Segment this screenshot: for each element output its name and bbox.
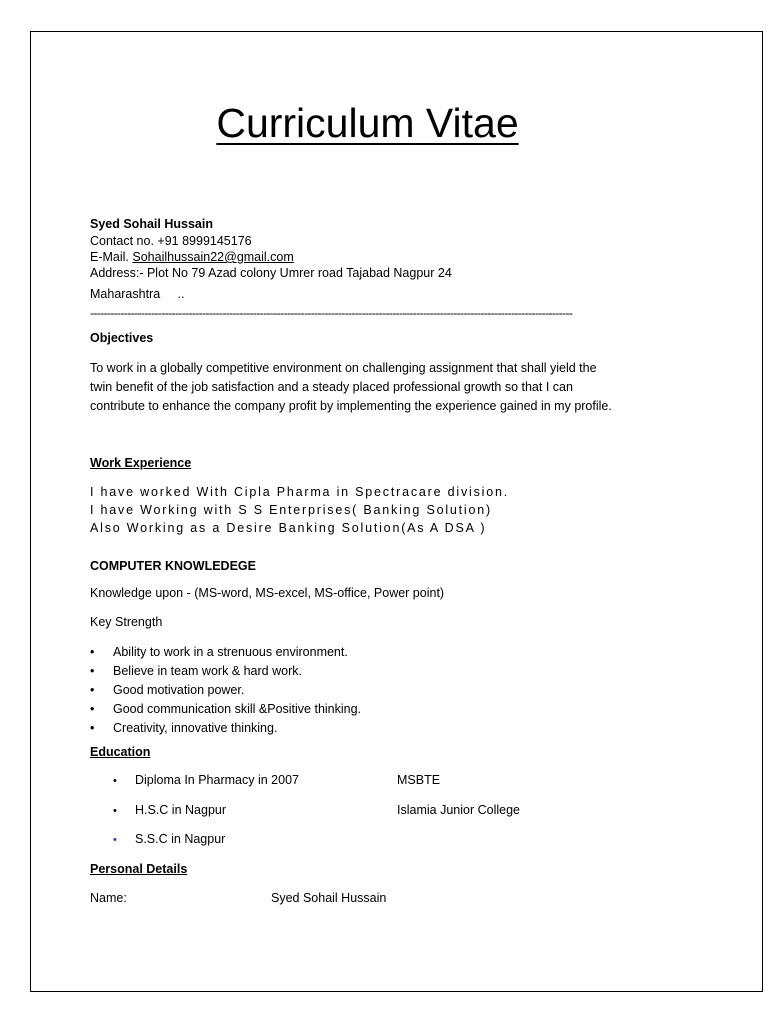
state-line: Maharashtra .. <box>90 287 185 301</box>
email-line <box>90 249 294 265</box>
education-row <box>113 832 397 846</box>
computer-knowledge-heading: COMPUTER KNOWLEDEGE <box>90 559 256 573</box>
work-experience-list <box>90 483 509 537</box>
bullet-icon: • <box>90 702 95 716</box>
education-row <box>113 803 520 817</box>
strength-text: Believe in team work & hard work. <box>113 664 302 678</box>
computer-knowledge-text: Knowledge upon - (MS-word, MS-excel, MS-office, Power point) <box>90 586 445 600</box>
education-institution: Islamia Junior College <box>397 803 520 817</box>
contact-label: Contact no. <box>90 234 154 248</box>
list-item <box>90 719 361 738</box>
contact-line <box>90 233 252 249</box>
key-strength-list <box>90 643 361 738</box>
education-row <box>113 773 440 787</box>
list-item <box>90 643 361 662</box>
work-experience-line: I have Working with S S Enterprises( Banking Solution) <box>90 503 492 517</box>
personal-name-label: Name: <box>90 891 127 905</box>
address-line: Address:- Plot No 79 Azad colony Umrer road Tajabad Nagpur 24 <box>90 266 452 280</box>
work-experience-line: I have worked With Cipla Pharma in Spectracare division. <box>90 485 509 499</box>
list-item <box>90 681 361 700</box>
strength-text: Creativity, innovative thinking. <box>113 721 278 735</box>
education-course: H.S.C in Nagpur <box>135 803 227 817</box>
bullet-icon: • <box>113 775 117 787</box>
email-link[interactable]: Sohailhussain22@gmail.com <box>132 250 294 264</box>
list-item <box>90 700 361 719</box>
work-experience-heading: Work Experience <box>90 456 192 470</box>
bullet-icon: • <box>90 645 95 659</box>
objectives-text <box>90 359 612 416</box>
objectives-line: contribute to enhance the company profit by implementing the experience gained in my profile. <box>90 399 612 413</box>
bullet-icon: • <box>90 683 95 697</box>
education-institution: MSBTE <box>397 773 441 787</box>
objectives-heading: Objectives <box>90 331 154 345</box>
bullet-icon: • <box>90 664 95 678</box>
email-label: E-Mail. <box>90 250 129 264</box>
contact-number: +91 8999145176 <box>157 234 252 248</box>
strength-text: Ability to work in a strenuous environment. <box>113 645 348 659</box>
personal-details-heading: Personal Details <box>90 862 188 876</box>
bullet-icon: • <box>113 834 117 846</box>
strength-text: Good motivation power. <box>113 683 245 697</box>
education-course: Diploma In Pharmacy in 2007 <box>135 773 299 787</box>
personal-name-value: Syed Sohail Hussain <box>271 891 387 905</box>
objectives-line: twin benefit of the job satisfaction and a steady placed professional growth so that I can <box>90 380 573 394</box>
page-title: Curriculum Vitae <box>216 100 519 146</box>
separator-line: ---------------------------------------------------------------------------------------------------------------------------------------------- <box>90 306 573 320</box>
objectives-line: To work in a globally competitive environment on challenging assignment that shall yield the <box>90 361 597 375</box>
work-experience-line: Also Working as a Desire Banking Solution(As A DSA ) <box>90 521 487 535</box>
strength-text: Good communication skill &Positive thinking. <box>113 702 362 716</box>
key-strength-heading: Key Strength <box>90 615 163 629</box>
candidate-name: Syed Sohail Hussain <box>90 217 213 231</box>
education-course: S.S.C in Nagpur <box>135 832 226 846</box>
bullet-icon: • <box>113 805 117 817</box>
list-item <box>90 662 361 681</box>
education-heading: Education <box>90 745 151 759</box>
bullet-icon: • <box>90 721 95 735</box>
